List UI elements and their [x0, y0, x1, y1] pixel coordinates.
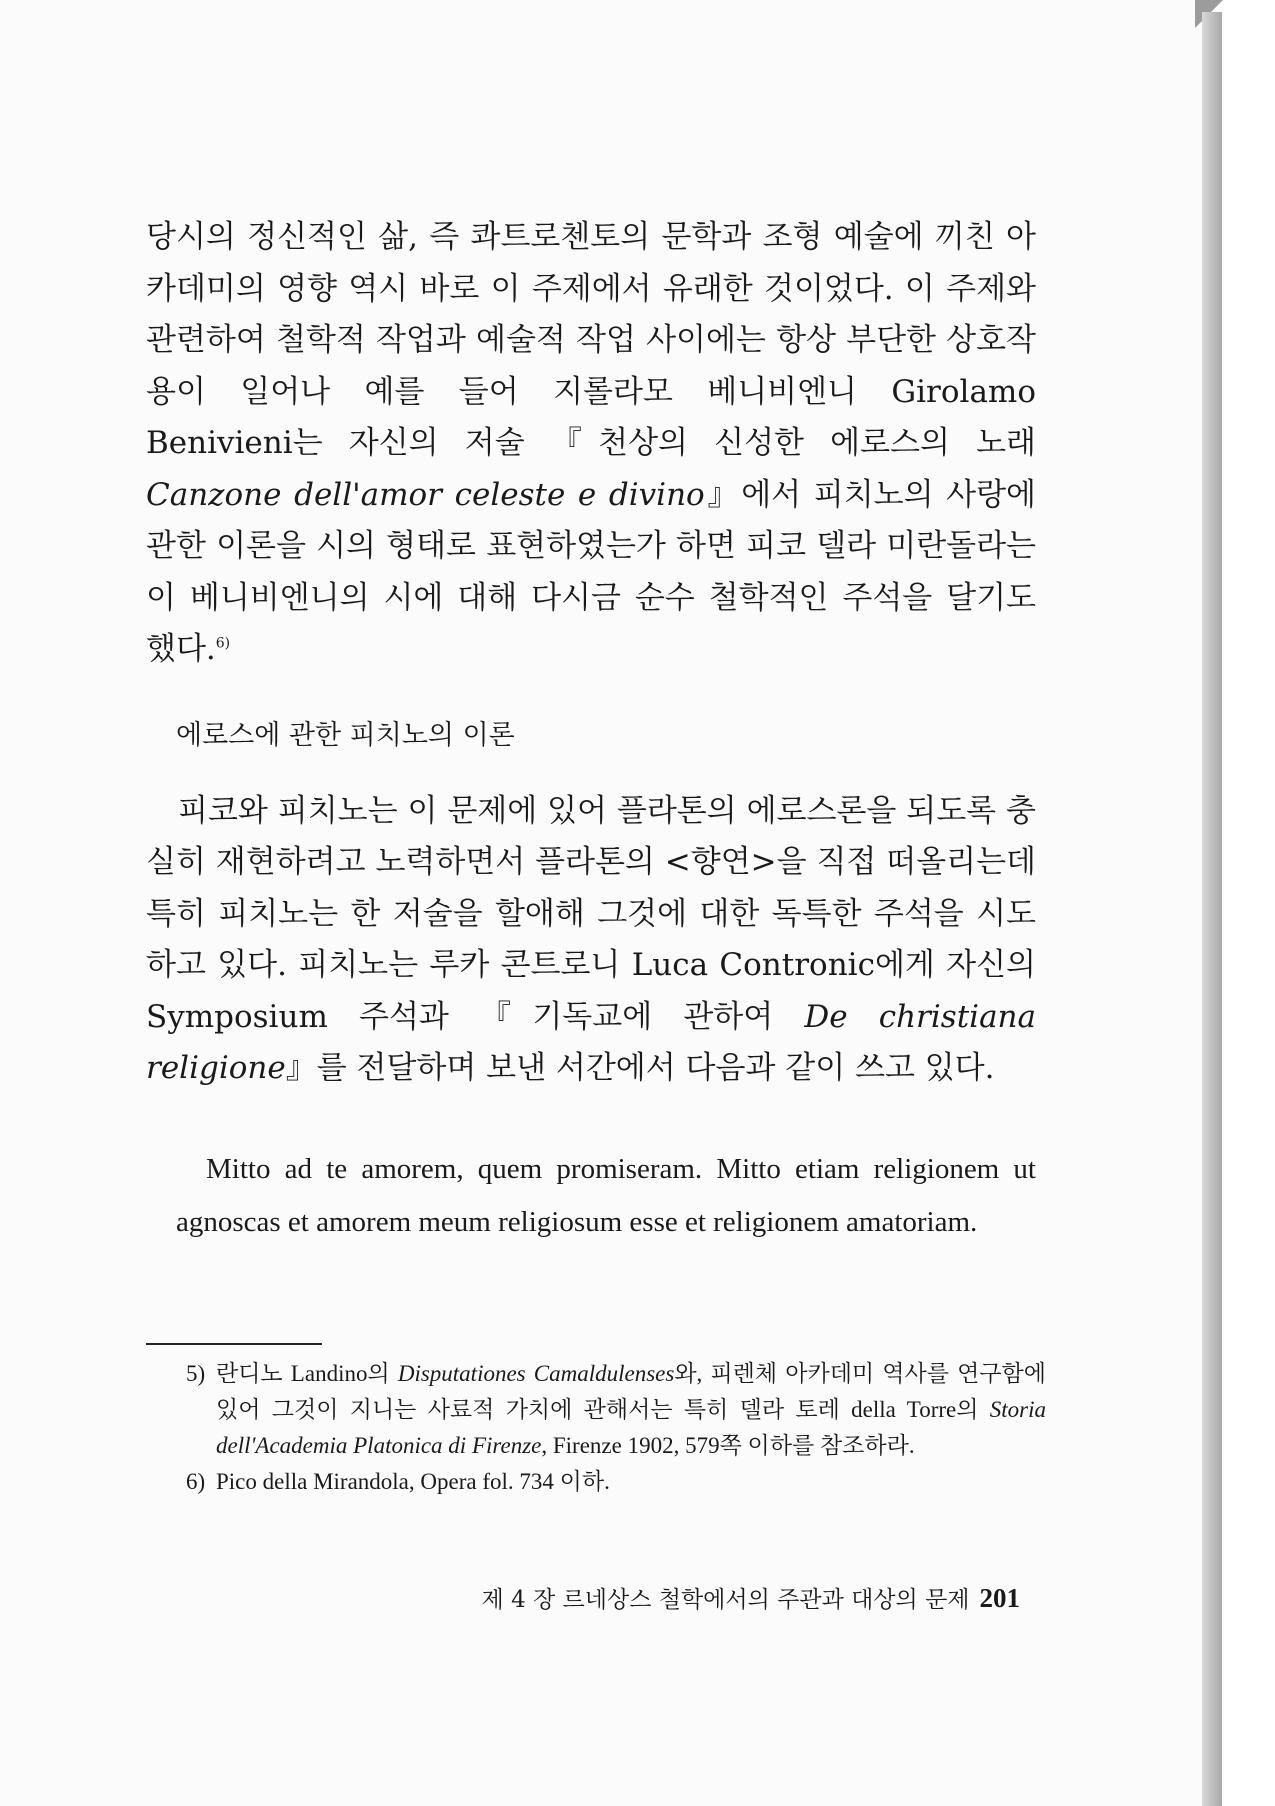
work-title: Canzone dell'amor celeste e divino [146, 476, 705, 513]
footnote-number: 5) [186, 1361, 206, 1386]
paragraph-text: 피코와 피치노는 이 문제에 있어 플라톤의 에로스론을 되도록 충실히 재현하려고 노력하면서 플라톤의 <향연>을 직접 떠올리는데 특히 피치노는 한 저술을 할애해 그것에 대한 독특한 주석을 시도하고 있다. 피치노는 루카 콘트로니 Luca Contronic에게 자신의 Symposium 주석과 『기독교에 관하여 [146, 792, 1036, 1035]
footnotes [186, 1356, 1046, 1500]
footnote-divider [146, 1343, 322, 1345]
footnote-text: 란디노 Landino의 Disputationes Camaldulenses와, 피렌체 아카데미 역사를 연구함에 있어 그것이 지니는 사료적 가치에 관해서는 특히 델라 토레 della Torre의 Storia dell'Academia Platonica di Firenze, Firenze 1902, 579쪽 이하를 참조하라. [216, 1361, 1046, 1458]
running-footer [420, 1581, 1020, 1617]
section-heading: 에로스에 관한 피치노의 이론 [176, 719, 515, 751]
body-text [146, 212, 1036, 1249]
paragraph-text: 당시의 정신적인 삶, 즉 콰트로첸토의 문학과 조형 예술에 끼친 아카데미의 영향 역시 바로 이 주제에서 유래한 것이었다. 이 주제와 관련하여 철학적 작업과 예술적 작업 사이에는 항상 부단한 상호작용이 일어나 예를 들어 지롤라모 베니비엔니 Girolamo Benivieni는 자신의 저술 『천상의 신성한 에로스의 노래 [146, 219, 1036, 461]
paragraph-text: 』를 전달하며 보낸 서간에서 다음과 같이 쓰고 있다. [285, 1050, 995, 1086]
paragraph-academy-influence [146, 212, 1036, 676]
footnote-reference[interactable]: 6) [215, 635, 231, 652]
latin-quote: Mitto ad te amorem, quem promiseram. Mitto etiam religionem ut agnoscas et amorem meum religiosum esse et religionem amatoriam. [176, 1152, 1036, 1238]
page-edge-shadow [1202, 12, 1222, 1806]
work-title: Storia dell'Academia Platonica di Firenze [216, 1397, 1046, 1458]
page-number: 201 [979, 1583, 1020, 1613]
chapter-title: 제 4 장 르네상스 철학에서의 주관과 대상의 문제 [481, 1587, 970, 1613]
paragraph-text: 』에서 피치노의 사랑에 관한 이론을 시의 형태로 표현하였는가 하면 피코 델라 미란돌라는 이 베니비엔니의 시에 대해 다시금 순수 철학적인 주석을 달기도 했다. [146, 476, 1036, 667]
footnote-6 [186, 1464, 1046, 1500]
footnote-5 [186, 1356, 1046, 1464]
footnote-text: Pico della Mirandola, Opera fol. 734 이하. [216, 1469, 610, 1494]
work-title: De christiana religione [146, 998, 1036, 1086]
footnote-number: 6) [186, 1469, 206, 1494]
paragraph-ficino-eros [146, 786, 1036, 1095]
work-title: Disputationes Camaldulenses [397, 1361, 675, 1386]
